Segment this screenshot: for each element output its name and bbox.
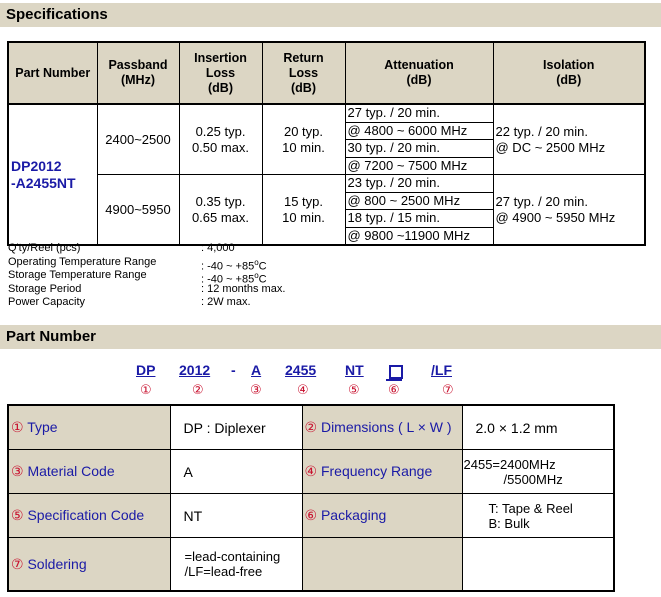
legend-key-empty: [302, 538, 462, 592]
header-insertion-loss: Insertion Loss (dB): [179, 42, 262, 104]
table-row: [8, 405, 614, 450]
code-packaging-underline: [386, 379, 402, 381]
code-material: A: [251, 362, 262, 378]
specifications-title: Specifications: [6, 6, 108, 23]
code-size: 2012: [179, 362, 211, 378]
return-loss-value: 15 typ. 10 min.: [262, 175, 345, 246]
code-index-7: ⑦: [442, 382, 454, 397]
part-number-title: Part Number: [6, 328, 97, 345]
legend-value: 2.0 × 1.2 mm: [462, 405, 614, 450]
isolation-value: 27 typ. / 20 min. @ 4900 ~ 5950 MHz: [493, 175, 645, 246]
code-index-5: ⑤: [348, 382, 360, 397]
legend-key: ⑦ Soldering: [8, 538, 170, 592]
table-row: [8, 494, 614, 538]
attenuation-value: 23 typ. / 20 min. @ 800 ~ 2500 MHz 18 typ. / 15 min. @ 9800 ~11900 MHz: [345, 175, 493, 246]
isolation-value: 22 typ. / 20 min. @ DC ~ 2500 MHz: [493, 104, 645, 175]
legend-value: NT: [170, 494, 302, 538]
legend-key: ⑥ Packaging: [302, 494, 462, 538]
part-number-value: DP2012 -A2455NT: [8, 104, 97, 245]
header-return-loss: Return Loss (dB): [262, 42, 345, 104]
table-row: [8, 104, 645, 175]
code-spec: NT: [345, 362, 364, 378]
code-dash: -: [231, 362, 236, 378]
table-row: [8, 450, 614, 494]
legend-value: 2455=2400MHz /5500MHz: [462, 450, 614, 494]
part-number-legend-table: [7, 404, 615, 592]
legend-key: ① Type: [8, 405, 170, 450]
code-index-3: ③: [250, 382, 262, 397]
legend-key: ③ Material Code: [8, 450, 170, 494]
insertion-loss-value: 0.25 typ. 0.50 max.: [179, 104, 262, 175]
header-passband: Passband (MHz): [97, 42, 179, 104]
spec-header-row: [8, 42, 645, 104]
legend-key: ② Dimensions ( L × W ): [302, 405, 462, 450]
passband-value: 2400~2500: [97, 104, 179, 175]
return-loss-value: 20 typ. 10 min.: [262, 104, 345, 175]
code-index-6: ⑥: [388, 382, 400, 397]
specifications-table: [7, 41, 646, 246]
legend-value: =lead-containing /LF=lead-free: [170, 538, 302, 592]
code-dp: DP: [136, 362, 156, 378]
legend-key: ④ Frequency Range: [302, 450, 462, 494]
table-row: [8, 175, 645, 246]
header-isolation: Isolation (dB): [493, 42, 645, 104]
code-index-4: ④: [297, 382, 309, 397]
legend-value: A: [170, 450, 302, 494]
legend-value: T: Tape & Reel B: Bulk: [462, 494, 614, 538]
table-row: [8, 538, 614, 592]
legend-value: DP : Diplexer: [170, 405, 302, 450]
specifications-heading-bar: [0, 3, 661, 27]
passband-value: 4900~5950: [97, 175, 179, 246]
insertion-loss-value: 0.35 typ. 0.65 max.: [179, 175, 262, 246]
attenuation-value: 27 typ. / 20 min. @ 4800 ~ 6000 MHz 30 typ. / 20 min. @ 7200 ~ 7500 MHz: [345, 104, 493, 175]
header-attenuation: Attenuation (dB): [345, 42, 493, 104]
code-frequency: 2455: [285, 362, 317, 378]
code-packaging-box-icon: [389, 365, 403, 379]
legend-value-empty: [462, 538, 614, 592]
header-part-number: Part Number: [8, 42, 97, 104]
legend-key: ⑤ Specification Code: [8, 494, 170, 538]
code-index-2: ②: [192, 382, 204, 397]
code-lf: /LF: [431, 362, 452, 378]
part-number-code: [0, 362, 661, 402]
code-index-1: ①: [140, 382, 152, 397]
part-number-heading-bar: [0, 325, 661, 349]
